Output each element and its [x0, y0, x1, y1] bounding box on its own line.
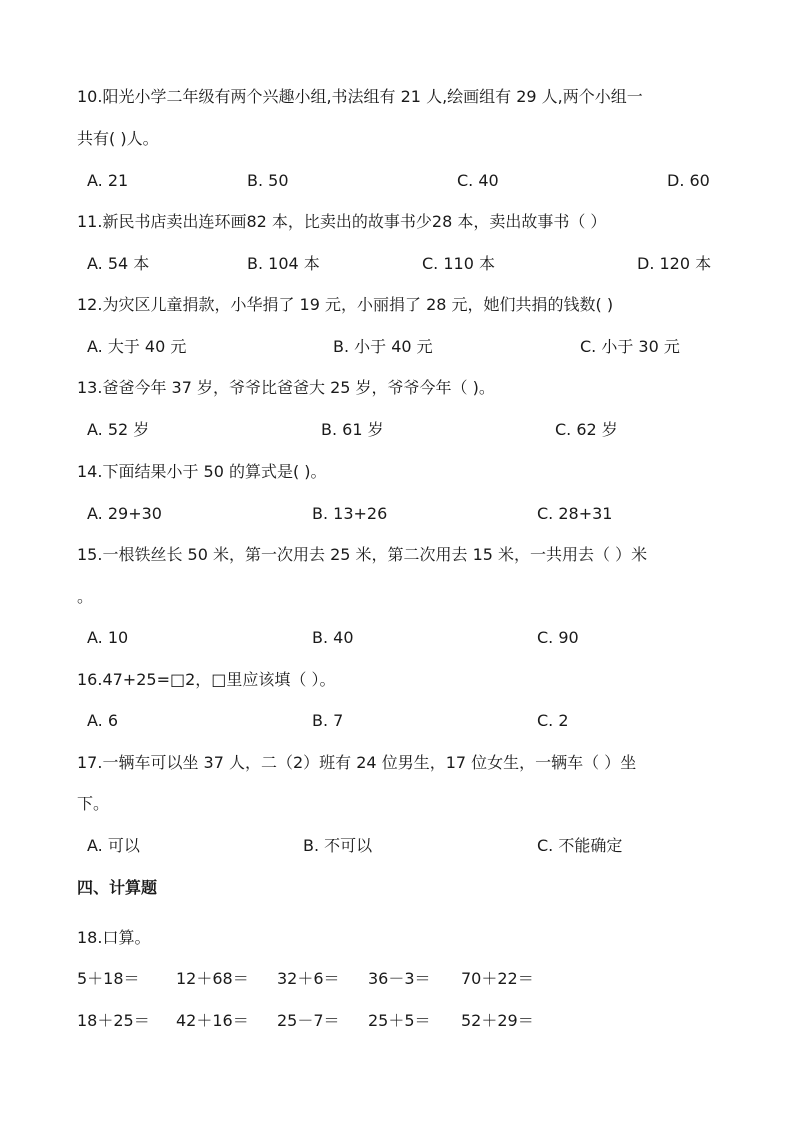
calc-item: 70＋22＝ [461, 969, 534, 988]
calc-item: 25＋5＝ [368, 1011, 431, 1030]
question-16-option-b[interactable]: B. 7 [312, 711, 344, 730]
section-heading-calculation: 四、计算题 [77, 878, 158, 897]
question-14-option-b[interactable]: B. 13+26 [312, 504, 388, 523]
question-13-option-b[interactable]: B. 61 岁 [321, 420, 384, 439]
calc-item: 12＋68＝ [176, 969, 249, 988]
calc-item: 36－3＝ [368, 969, 431, 988]
question-15-option-b[interactable]: B. 40 [312, 628, 354, 647]
calc-item: 5＋18＝ [77, 969, 140, 988]
question-15-option-a[interactable]: A. 10 [87, 628, 129, 647]
question-16-option-a[interactable]: A. 6 [87, 711, 119, 730]
question-11-text: 11.新民书店卖出连环画82 本，比卖出的故事书少28 本，卖出故事书（ ） [77, 212, 607, 231]
question-17-text-cont: 下。 [77, 794, 110, 813]
question-10-option-a[interactable]: A. 21 [87, 171, 129, 190]
question-11-option-c[interactable]: C. 110 本 [422, 254, 495, 273]
question-11-option-a[interactable]: A. 54 本 [87, 254, 150, 273]
question-15-text-cont: 。 [77, 587, 94, 606]
question-13-option-c[interactable]: C. 62 岁 [555, 420, 618, 439]
question-10-option-c[interactable]: C. 40 [457, 171, 499, 190]
question-14-option-c[interactable]: C. 28+31 [537, 504, 613, 523]
question-18-title: 18.口算。 [77, 928, 151, 947]
question-12-text: 12.为灾区儿童捐款，小华捐了 19 元，小丽捐了 28 元，她们共捐的钱数( ) [77, 295, 614, 314]
calc-item: 25－7＝ [277, 1011, 340, 1030]
question-12-option-c[interactable]: C. 小于 30 元 [580, 337, 680, 356]
question-16-option-c[interactable]: C. 2 [537, 711, 569, 730]
question-17-text: 17.一辆车可以坐 37 人，二（2）班有 24 位男生，17 位女生，一辆车（ ）坐 [77, 753, 637, 772]
question-13-text: 13.爸爸今年 37 岁，爷爷比爸爸大 25 岁，爷爷今年（ )。 [77, 378, 495, 397]
calc-item: 52＋29＝ [461, 1011, 534, 1030]
question-10-option-d[interactable]: D. 60 [667, 171, 710, 190]
question-17-option-c[interactable]: C. 不能确定 [537, 836, 623, 855]
question-12-option-a[interactable]: A. 大于 40 元 [87, 337, 187, 356]
question-13-option-a[interactable]: A. 52 岁 [87, 420, 150, 439]
question-14-text: 14.下面结果小于 50 的算式是( )。 [77, 462, 327, 481]
question-16-text: 16.47+25=□2，□里应该填（ ）。 [77, 670, 336, 689]
question-17-option-a[interactable]: A. 可以 [87, 836, 140, 855]
question-12-option-b[interactable]: B. 小于 40 元 [333, 337, 433, 356]
question-17-option-b[interactable]: B. 不可以 [303, 836, 373, 855]
calc-item: 18＋25＝ [77, 1011, 150, 1030]
question-10-option-b[interactable]: B. 50 [247, 171, 289, 190]
question-11-option-b[interactable]: B. 104 本 [247, 254, 320, 273]
question-14-option-a[interactable]: A. 29+30 [87, 504, 162, 523]
question-11-option-d[interactable]: D. 120 本 [637, 254, 712, 273]
calc-item: 42＋16＝ [176, 1011, 249, 1030]
question-10-text: 10.阳光小学二年级有两个兴趣小组,书法组有 21 人,绘画组有 29 人,两个小组一 [77, 87, 643, 106]
question-15-text: 15.一根铁丝长 50 米，第一次用去 25 米，第二次用去 15 米，一共用去（ ）米 [77, 545, 648, 564]
calc-item: 32＋6＝ [277, 969, 340, 988]
question-10-text-cont: 共有( )人。 [77, 129, 159, 148]
question-15-option-c[interactable]: C. 90 [537, 628, 579, 647]
